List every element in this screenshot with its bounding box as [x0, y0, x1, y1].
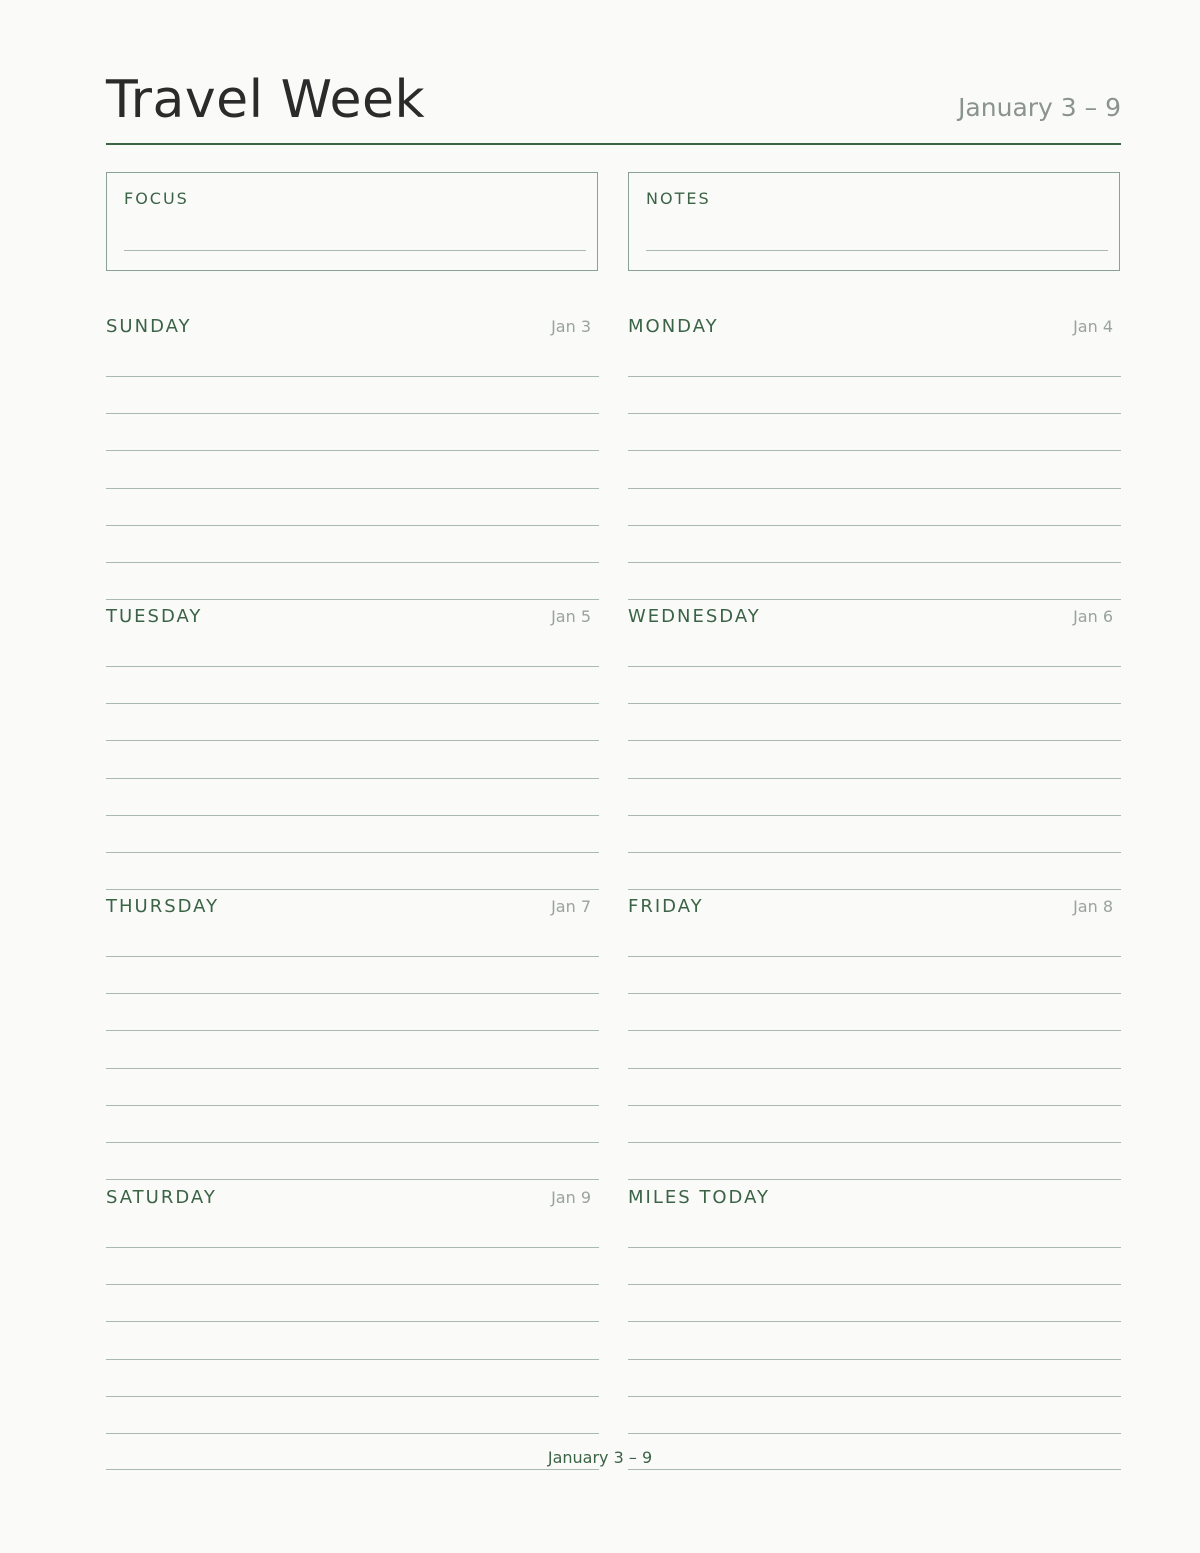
wednesday-writing-line[interactable]: [628, 815, 1121, 816]
tuesday-writing-line[interactable]: [106, 740, 599, 741]
friday-writing-line[interactable]: [628, 1105, 1121, 1106]
friday-writing-line[interactable]: [628, 1030, 1121, 1031]
wednesday-writing-line[interactable]: [628, 778, 1121, 779]
focus-box[interactable]: [106, 172, 598, 271]
friday-writing-line[interactable]: [628, 956, 1121, 957]
notes-line: [646, 250, 1108, 251]
thursday-date: Jan 7: [551, 897, 591, 916]
saturday-writing-line[interactable]: [106, 1396, 599, 1397]
tuesday-writing-line[interactable]: [106, 815, 599, 816]
sunday-writing-line[interactable]: [106, 525, 599, 526]
focus-line: [124, 250, 586, 251]
monday-writing-line[interactable]: [628, 562, 1121, 563]
tuesday-writing-line[interactable]: [106, 778, 599, 779]
monday-writing-line[interactable]: [628, 413, 1121, 414]
tuesday-label: TUESDAY: [106, 606, 203, 627]
saturday-label: SATURDAY: [106, 1187, 217, 1208]
friday-writing-line[interactable]: [628, 1068, 1121, 1069]
wednesday-date: Jan 6: [1073, 607, 1113, 626]
thursday-writing-line[interactable]: [106, 1142, 599, 1143]
friday-date: Jan 8: [1073, 897, 1113, 916]
wednesday-writing-line[interactable]: [628, 889, 1121, 890]
thursday-label: THURSDAY: [106, 896, 220, 917]
sunday-label: SUNDAY: [106, 316, 192, 337]
saturday-writing-line[interactable]: [106, 1247, 599, 1248]
monday-writing-line[interactable]: [628, 599, 1121, 600]
sunday-writing-line[interactable]: [106, 488, 599, 489]
friday-writing-line[interactable]: [628, 1179, 1121, 1180]
saturday-writing-line[interactable]: [106, 1359, 599, 1360]
sunday-writing-line[interactable]: [106, 599, 599, 600]
monday-date: Jan 4: [1073, 317, 1113, 336]
page-title: Travel Week: [106, 70, 426, 130]
friday-label: FRIDAY: [628, 896, 704, 917]
thursday-writing-line[interactable]: [106, 1105, 599, 1106]
thursday-writing-line[interactable]: [106, 1030, 599, 1031]
monday-writing-line[interactable]: [628, 450, 1121, 451]
monday-writing-line[interactable]: [628, 488, 1121, 489]
tuesday-writing-line[interactable]: [106, 666, 599, 667]
miles-today-writing-line[interactable]: [628, 1396, 1121, 1397]
footer-rule-left: [106, 1469, 599, 1470]
sunday-writing-line[interactable]: [106, 413, 599, 414]
monday-label: MONDAY: [628, 316, 719, 337]
header-rule: [106, 143, 1121, 145]
thursday-writing-line[interactable]: [106, 993, 599, 994]
friday-writing-line[interactable]: [628, 993, 1121, 994]
footer-rule-right: [628, 1469, 1121, 1470]
wednesday-writing-line[interactable]: [628, 703, 1121, 704]
thursday-writing-line[interactable]: [106, 1068, 599, 1069]
saturday-writing-line[interactable]: [106, 1284, 599, 1285]
miles-today-writing-line[interactable]: [628, 1433, 1121, 1434]
friday-writing-line[interactable]: [628, 1142, 1121, 1143]
miles-today-label: MILES TODAY: [628, 1187, 771, 1208]
sunday-writing-line[interactable]: [106, 376, 599, 377]
notes-box[interactable]: [628, 172, 1120, 271]
wednesday-label: WEDNESDAY: [628, 606, 761, 627]
miles-today-writing-line[interactable]: [628, 1247, 1121, 1248]
thursday-writing-line[interactable]: [106, 1179, 599, 1180]
monday-writing-line[interactable]: [628, 525, 1121, 526]
monday-writing-line[interactable]: [628, 376, 1121, 377]
sunday-date: Jan 3: [551, 317, 591, 336]
miles-today-writing-line[interactable]: [628, 1359, 1121, 1360]
tuesday-writing-line[interactable]: [106, 703, 599, 704]
saturday-writing-line[interactable]: [106, 1321, 599, 1322]
miles-today-writing-line[interactable]: [628, 1321, 1121, 1322]
tuesday-writing-line[interactable]: [106, 889, 599, 890]
thursday-writing-line[interactable]: [106, 956, 599, 957]
saturday-writing-line[interactable]: [106, 1433, 599, 1434]
focus-label: FOCUS: [124, 189, 189, 208]
tuesday-writing-line[interactable]: [106, 852, 599, 853]
footer-date-range: January 3 – 9: [547, 1448, 653, 1467]
date-range: January 3 – 9: [958, 93, 1121, 122]
miles-today-writing-line[interactable]: [628, 1284, 1121, 1285]
notes-label: NOTES: [646, 189, 711, 208]
sunday-writing-line[interactable]: [106, 562, 599, 563]
wednesday-writing-line[interactable]: [628, 852, 1121, 853]
tuesday-date: Jan 5: [551, 607, 591, 626]
saturday-date: Jan 9: [551, 1188, 591, 1207]
sunday-writing-line[interactable]: [106, 450, 599, 451]
wednesday-writing-line[interactable]: [628, 666, 1121, 667]
wednesday-writing-line[interactable]: [628, 740, 1121, 741]
